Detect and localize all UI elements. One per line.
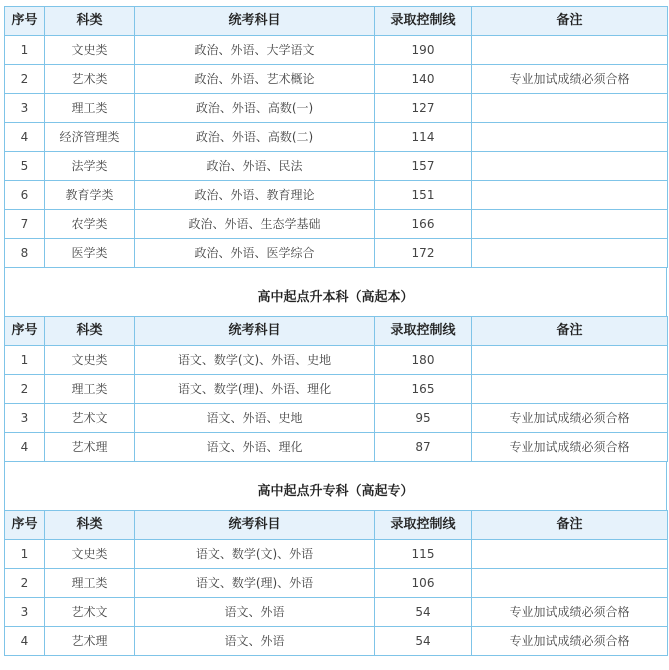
header-no: 序号 (5, 317, 45, 346)
cell-score: 190 (375, 36, 472, 65)
table-row (5, 569, 668, 598)
header-score: 录取控制线 (375, 317, 472, 346)
cell-category: 艺术文 (45, 404, 135, 433)
cell-subjects: 语文、外语、史地 (135, 404, 375, 433)
cell-category: 艺术文 (45, 598, 135, 627)
cell-subjects: 语文、数学(理)、外语、理化 (135, 375, 375, 404)
cell-no: 1 (5, 36, 45, 65)
table-section-1 (4, 6, 668, 268)
cell-score: 172 (375, 239, 472, 268)
cell-note (472, 181, 668, 210)
table-row (5, 627, 668, 656)
header-note: 备注 (472, 317, 668, 346)
table-row (5, 433, 668, 462)
cell-subjects: 语文、外语 (135, 598, 375, 627)
cell-note: 专业加试成绩必须合格 (472, 627, 668, 656)
cell-note (472, 94, 668, 123)
cell-score: 151 (375, 181, 472, 210)
cell-subjects: 语文、数学(文)、外语、史地 (135, 346, 375, 375)
cell-note: 专业加试成绩必须合格 (472, 433, 668, 462)
cell-category: 文史类 (45, 346, 135, 375)
table-row (5, 210, 668, 239)
cell-score: 140 (375, 65, 472, 94)
cell-subjects: 语文、数学(理)、外语 (135, 569, 375, 598)
cell-subjects: 政治、外语、民法 (135, 152, 375, 181)
cell-note: 专业加试成绩必须合格 (472, 598, 668, 627)
cell-score: 180 (375, 346, 472, 375)
table-section-3 (4, 510, 668, 656)
table-row (5, 65, 668, 94)
cell-category: 教育学类 (45, 181, 135, 210)
cell-subjects: 政治、外语、生态学基础 (135, 210, 375, 239)
cell-no: 3 (5, 94, 45, 123)
cell-no: 2 (5, 375, 45, 404)
cell-no: 3 (5, 598, 45, 627)
cell-note (472, 123, 668, 152)
cell-no: 8 (5, 239, 45, 268)
cell-no: 1 (5, 540, 45, 569)
cell-category: 文史类 (45, 36, 135, 65)
cell-score: 166 (375, 210, 472, 239)
cell-category: 理工类 (45, 94, 135, 123)
table-row (5, 152, 668, 181)
cell-category: 理工类 (45, 375, 135, 404)
cell-score: 115 (375, 540, 472, 569)
table-header-row (5, 317, 668, 346)
cell-no: 2 (5, 569, 45, 598)
cell-no: 4 (5, 627, 45, 656)
cell-subjects: 政治、外语、高数(二) (135, 123, 375, 152)
cell-score: 157 (375, 152, 472, 181)
header-category: 科类 (45, 7, 135, 36)
cell-no: 5 (5, 152, 45, 181)
header-note: 备注 (472, 511, 668, 540)
section-title-gaoqizhuan: 高中起点升专科（高起专） (4, 462, 667, 510)
cell-no: 1 (5, 346, 45, 375)
cell-no: 7 (5, 210, 45, 239)
table-body (5, 511, 668, 656)
cell-category: 农学类 (45, 210, 135, 239)
table-row (5, 36, 668, 65)
table-row (5, 346, 668, 375)
admission-score-tables (4, 6, 667, 656)
cell-category: 法学类 (45, 152, 135, 181)
cell-score: 114 (375, 123, 472, 152)
header-no: 序号 (5, 511, 45, 540)
cell-category: 理工类 (45, 569, 135, 598)
table-body (5, 317, 668, 462)
cell-note (472, 540, 668, 569)
table-row (5, 375, 668, 404)
cell-category: 艺术类 (45, 65, 135, 94)
cell-subjects: 政治、外语、教育理论 (135, 181, 375, 210)
table-header-row (5, 7, 668, 36)
cell-note (472, 375, 668, 404)
table-row (5, 94, 668, 123)
cell-subjects: 政治、外语、大学语文 (135, 36, 375, 65)
cell-category: 文史类 (45, 540, 135, 569)
cell-score: 165 (375, 375, 472, 404)
cell-score: 54 (375, 627, 472, 656)
table-section-2 (4, 316, 668, 462)
section-title-gaoqiben: 高中起点升本科（高起本） (4, 268, 667, 316)
cell-category: 艺术理 (45, 433, 135, 462)
cell-note (472, 239, 668, 268)
cell-note (472, 210, 668, 239)
header-subjects: 统考科目 (135, 511, 375, 540)
cell-score: 95 (375, 404, 472, 433)
cell-note (472, 152, 668, 181)
cell-no: 4 (5, 123, 45, 152)
header-note: 备注 (472, 7, 668, 36)
cell-category: 医学类 (45, 239, 135, 268)
cell-note: 专业加试成绩必须合格 (472, 404, 668, 433)
cell-score: 87 (375, 433, 472, 462)
table-header-row (5, 511, 668, 540)
cell-subjects: 语文、外语 (135, 627, 375, 656)
cell-category: 艺术理 (45, 627, 135, 656)
header-category: 科类 (45, 317, 135, 346)
cell-no: 6 (5, 181, 45, 210)
cell-note: 专业加试成绩必须合格 (472, 65, 668, 94)
cell-note (472, 569, 668, 598)
table-row (5, 239, 668, 268)
cell-score: 54 (375, 598, 472, 627)
cell-no: 3 (5, 404, 45, 433)
table-row (5, 598, 668, 627)
header-score: 录取控制线 (375, 511, 472, 540)
table-row (5, 404, 668, 433)
cell-subjects: 政治、外语、医学综合 (135, 239, 375, 268)
cell-subjects: 政治、外语、高数(一) (135, 94, 375, 123)
table-row (5, 540, 668, 569)
cell-score: 106 (375, 569, 472, 598)
cell-no: 2 (5, 65, 45, 94)
cell-score: 127 (375, 94, 472, 123)
cell-category: 经济管理类 (45, 123, 135, 152)
cell-note (472, 346, 668, 375)
header-category: 科类 (45, 511, 135, 540)
table-row (5, 123, 668, 152)
cell-note (472, 36, 668, 65)
table-row (5, 181, 668, 210)
cell-subjects: 政治、外语、艺术概论 (135, 65, 375, 94)
cell-subjects: 语文、数学(文)、外语 (135, 540, 375, 569)
header-subjects: 统考科目 (135, 317, 375, 346)
cell-subjects: 语文、外语、理化 (135, 433, 375, 462)
header-no: 序号 (5, 7, 45, 36)
cell-no: 4 (5, 433, 45, 462)
header-subjects: 统考科目 (135, 7, 375, 36)
header-score: 录取控制线 (375, 7, 472, 36)
table-body (5, 7, 668, 268)
